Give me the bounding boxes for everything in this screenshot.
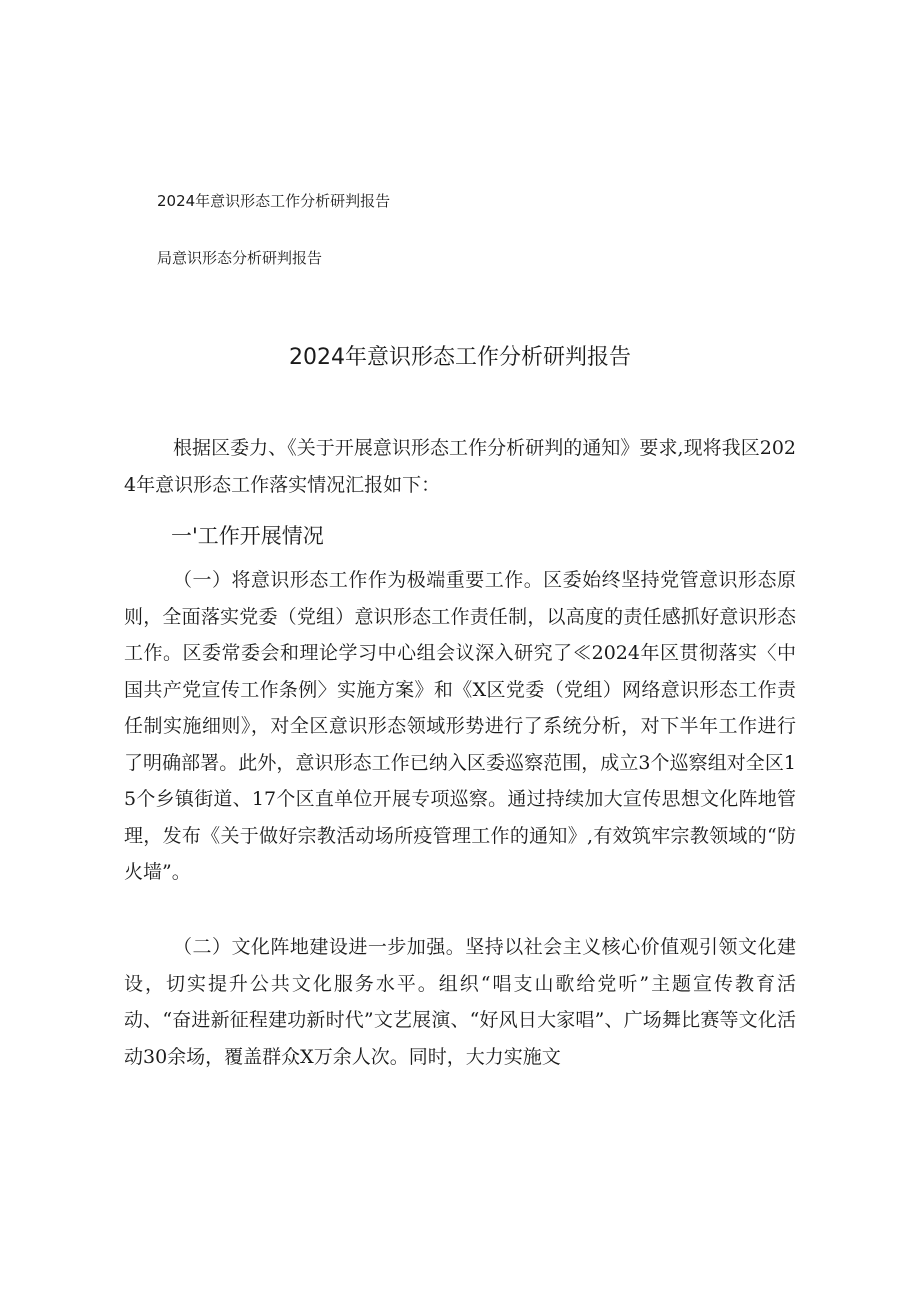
section-heading: 一'工作开展情况 bbox=[171, 524, 324, 548]
header-title-line: 2024年意识形态工作分析研判报告 bbox=[157, 192, 391, 210]
body-paragraph-1: （一）将意识形态工作作为极端重要工作。区委始终坚持党管意识形态原则，全面落实党委（党组）意识形态工作责任制，以高度的责任感抓好意识形态工作。区委常委会和理论学习中心组会议深入研究了≪2024年区贯彻落实〈中国共产党宣传工作条例〉实施方案》和《X区党委（党组）网络意识形态工作责任制实施细则》，对全区意识形态领域形势进行了系统分析，对下半年工作进行了明确部署。此外，意识形态工作已纳入区委巡察范围，成立3个巡察组对全区15个乡镇街道、17个区直单位开展专项巡察。通过持续加大宣传思想文化阵地管理，发布《关于做好宗教活动场所疫管理工作的通知》,有效筑牢宗教领域的“防火墙”。 bbox=[124, 569, 796, 883]
intro-paragraph: 根据区委力、《关于开展意识形态工作分析研判的通知》要求,现将我区2024年意识形态工作落实情况汇报如下： bbox=[124, 437, 796, 496]
document-title: 2024年意识形态工作分析研判报告 bbox=[289, 345, 631, 370]
body-paragraph-2: （二）文化阵地建设进一步加强。坚持以社会主义核心价值观引领文化建设，切实提升公共文化服务水平。组织“唱支山歌给党听”主题宣传教育活动、“奋进新征程建功新时代”文艺展演、“好风日大家唱”、广场舞比赛等文化活动30余场，覆盖群众X万余人次。同时，大力实施文 bbox=[124, 936, 796, 1068]
header-subtitle-line: 局意识形态分析研判报告 bbox=[157, 249, 323, 267]
